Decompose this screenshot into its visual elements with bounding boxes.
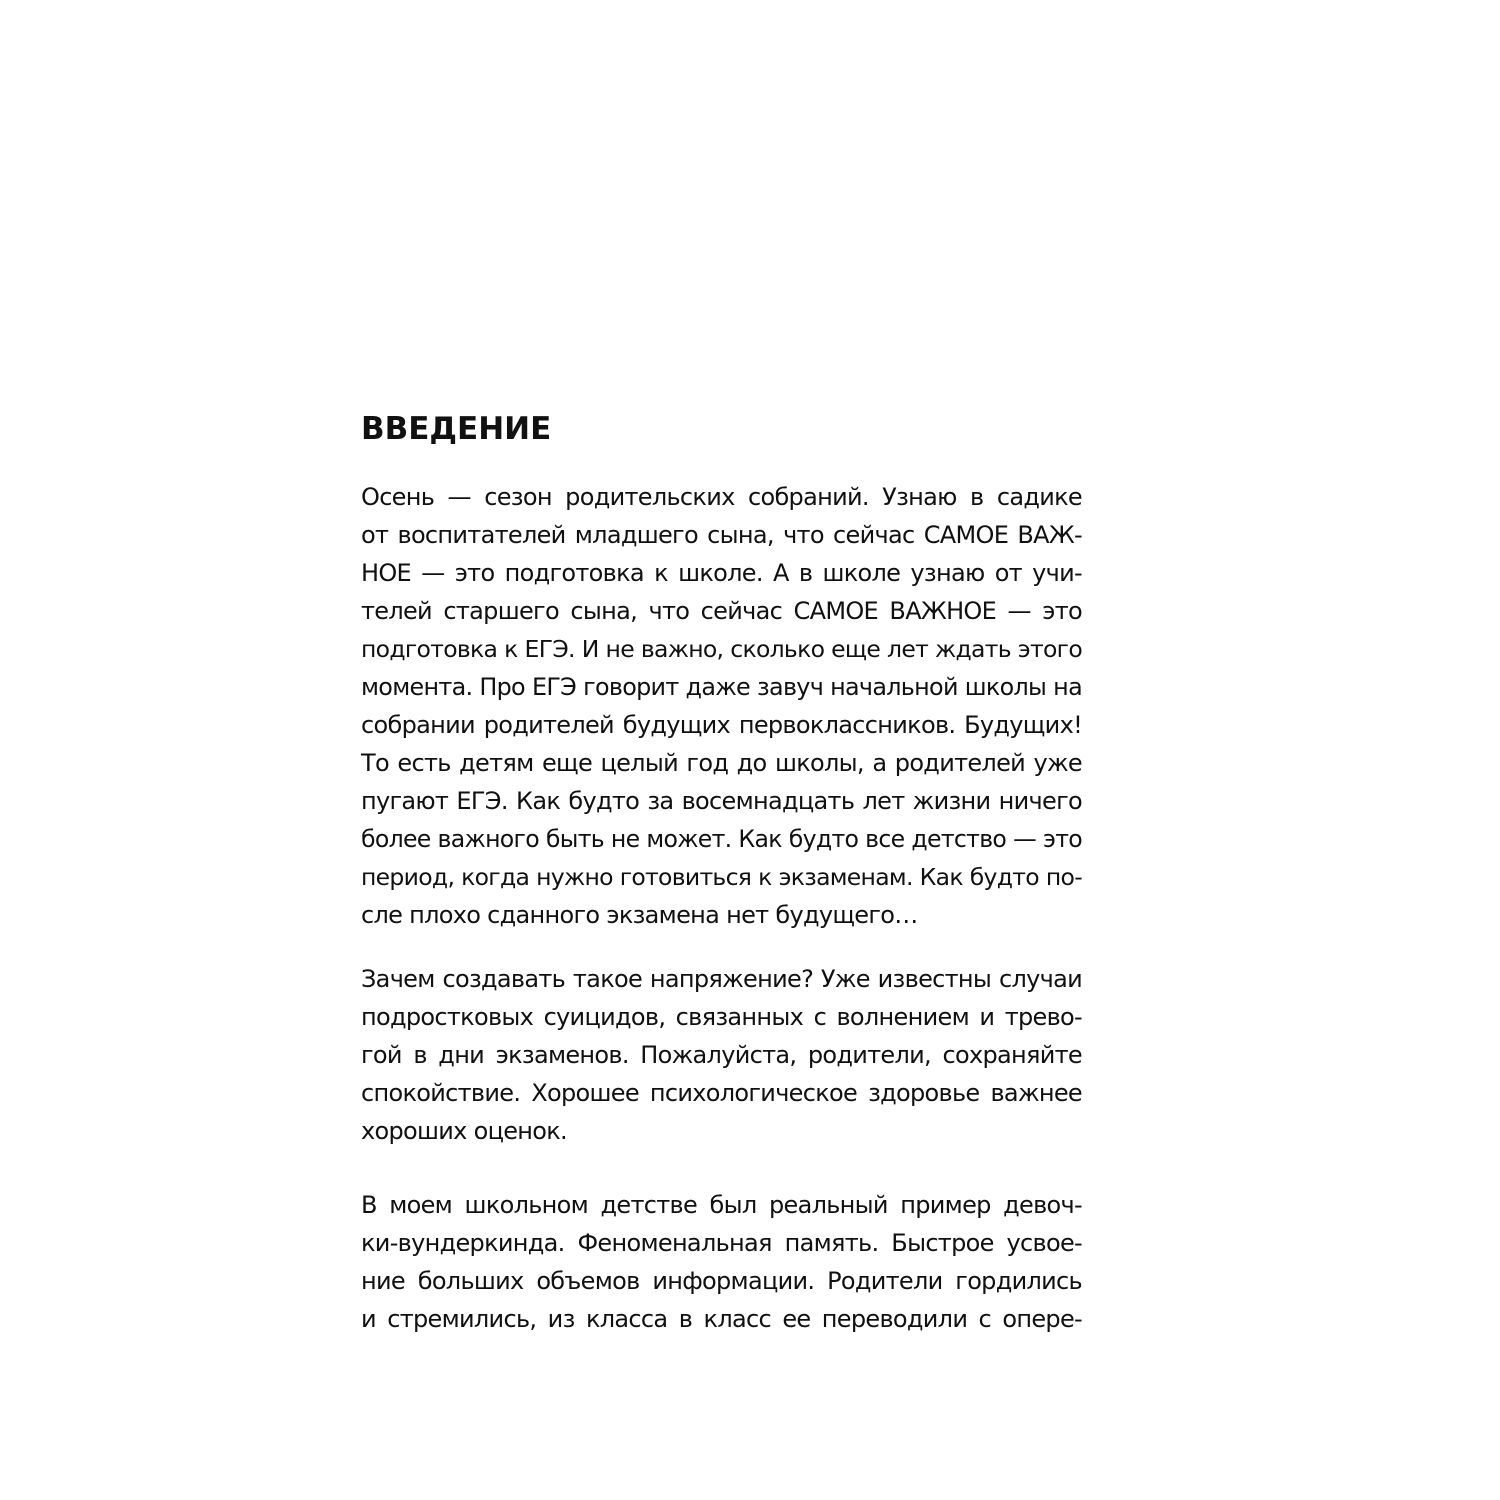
paragraph-2 xyxy=(361,960,1082,1150)
paragraph-line: подростковых суицидов, связанных с волнением и трево- xyxy=(361,1003,1082,1031)
paragraph-line: В моем школьном детстве был реальный пример девоч- xyxy=(361,1191,1082,1219)
paragraph-line: Осень — сезон родительских собраний. Узнаю в садике xyxy=(361,483,1082,511)
paragraph-line: период, когда нужно готовиться к экзаменам. Как будто по- xyxy=(361,863,1082,891)
paragraph-line: собрании родителей будущих первоклассников. Будущих! xyxy=(361,711,1082,739)
paragraph-3 xyxy=(361,1186,1082,1338)
paragraph-line: сле плохо сданного экзамена нет будущего… xyxy=(361,901,918,929)
paragraph-line: подготовка к ЕГЭ. И не важно, сколько еще лет ждать этого xyxy=(361,635,1082,663)
chapter-heading: ВВЕДЕНИЕ xyxy=(361,411,552,447)
paragraph-line: телей старшего сына, что сейчас САМОЕ ВАЖНОЕ — это xyxy=(361,597,1082,625)
paragraph-line: спокойствие. Хорошее психологическое здоровье важнее xyxy=(361,1079,1082,1107)
paragraph-line: Зачем создавать такое напряжение? Уже известны случаи xyxy=(361,965,1082,993)
paragraph-line: пугают ЕГЭ. Как будто за восемнадцать лет жизни ничего xyxy=(361,787,1082,815)
paragraph-line: гой в дни экзаменов. Пожалуйста, родители, сохраняйте xyxy=(361,1041,1082,1069)
paragraph-line: от воспитателей младшего сына, что сейчас САМОЕ ВАЖ- xyxy=(361,521,1082,549)
paragraph-line: То есть детям еще целый год до школы, а родителей уже xyxy=(361,749,1082,777)
paragraph-line: и стремились, из класса в класс ее переводили с опере- xyxy=(361,1305,1082,1333)
paragraph-line: ки-вундеркинда. Феноменальная память. Быстрое усвое- xyxy=(361,1229,1082,1257)
paragraph-line: момента. Про ЕГЭ говорит даже завуч начальной школы на xyxy=(361,673,1082,701)
paragraph-line: НОЕ — это подготовка к школе. А в школе узнаю от учи- xyxy=(361,559,1082,587)
paragraph-1 xyxy=(361,478,1082,934)
paragraph-line: ние больших объемов информации. Родители гордились xyxy=(361,1267,1082,1295)
paragraph-line: хороших оценок. xyxy=(361,1117,567,1145)
paragraph-line: более важного быть не может. Как будто все детство — это xyxy=(361,825,1082,853)
